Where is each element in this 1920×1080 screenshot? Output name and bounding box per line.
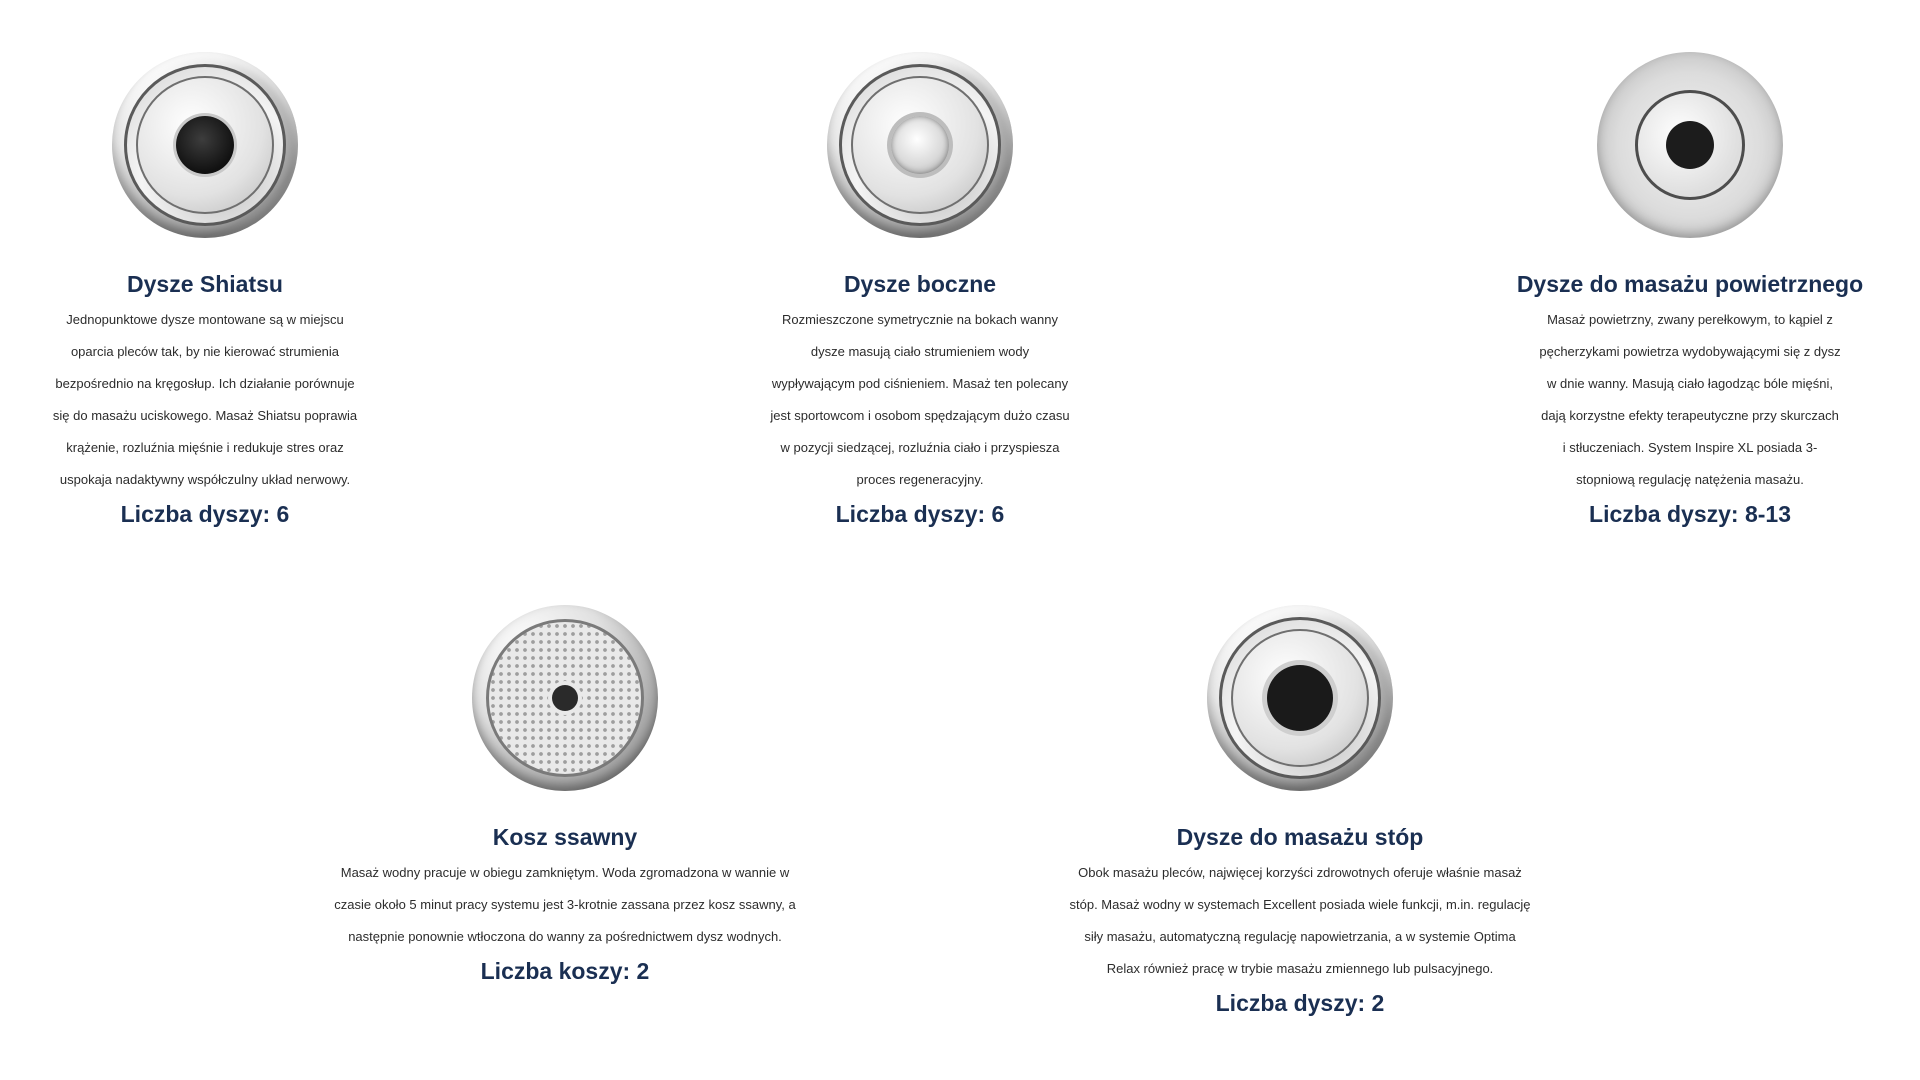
feature-card-foot-jets bbox=[1025, 605, 1575, 1017]
card-count: Liczba dyszy: 2 bbox=[1215, 990, 1385, 1016]
foot-jet-icon bbox=[1207, 605, 1393, 791]
card-description: Masaż powietrzny, zwany perełkowym, to kąpiel z pęcherzykami powietrza wydobywającymi się z dysz w dnie wanny. Masują ciało łagodząc bóle mięśni, dają korzystne efekty terapeutyczne przy skurczach i stłuczeniach. System Inspire XL posiada 3- stopniową regulację natężenia masażu. bbox=[1539, 312, 1841, 487]
feature-card-air-jets bbox=[1490, 52, 1890, 528]
card-count: Liczba dyszy: 8-13 bbox=[1589, 501, 1791, 527]
side-jet-icon bbox=[827, 52, 1013, 238]
air-jet-icon bbox=[1597, 52, 1783, 238]
card-title: Dysze do masażu powietrznego bbox=[1516, 271, 1864, 297]
feature-card-suction-basket bbox=[290, 605, 840, 985]
card-count: Liczba dyszy: 6 bbox=[120, 501, 290, 527]
card-title: Kosz ssawny bbox=[492, 824, 638, 850]
card-title: Dysze do masażu stóp bbox=[1176, 824, 1424, 850]
card-description: Masaż wodny pracuje w obiegu zamkniętym. Woda zgromadzona w wannie w czasie około 5 minut pracy systemu jest 3-krotnie zassana przez kosz ssawny, a następnie ponownie wtłoczona do wanny za pośrednictwem dysz wodnych. bbox=[334, 865, 796, 944]
card-count: Liczba dyszy: 6 bbox=[835, 501, 1005, 527]
card-title: Dysze boczne bbox=[843, 271, 997, 297]
card-description: Rozmieszczone symetrycznie na bokach wanny dysze masują ciało strumieniem wody wypływającym pod ciśnieniem. Masaż ten polecany jest sportowcom i osobom spędzającym dużo czasu w pozycji siedzącej, rozluźnia ciało i przyspiesza proces regeneracyjny. bbox=[770, 312, 1070, 487]
suction-basket-icon bbox=[472, 605, 658, 791]
shiatsu-jet-icon bbox=[112, 52, 298, 238]
feature-card-shiatsu bbox=[20, 52, 390, 528]
feature-card-side-jets bbox=[735, 52, 1105, 528]
card-description: Obok masażu pleców, najwięcej korzyści zdrowotnych oferuje właśnie masaż stóp. Masaż wodny w systemach Excellent posiada wiele funkcji, m.in. regulację siły masażu, automatyczną regulację napowietrzania, a w systemie Optima Relax również pracę w trybie masażu zmiennego lub pulsacyjnego. bbox=[1069, 865, 1531, 976]
card-description: Jednopunktowe dysze montowane są w miejscu oparcia pleców tak, by nie kierować strumienia bezpośrednio na kręgosłup. Ich działanie porównuje się do masażu uciskowego. Masaż Shiatsu poprawia krążenie, rozluźnia mięśnie i redukuje stres oraz uspokaja nadaktywny współczulny układ nerwowy. bbox=[52, 312, 358, 487]
card-title: Dysze Shiatsu bbox=[127, 271, 283, 297]
card-count: Liczba koszy: 2 bbox=[480, 958, 650, 984]
